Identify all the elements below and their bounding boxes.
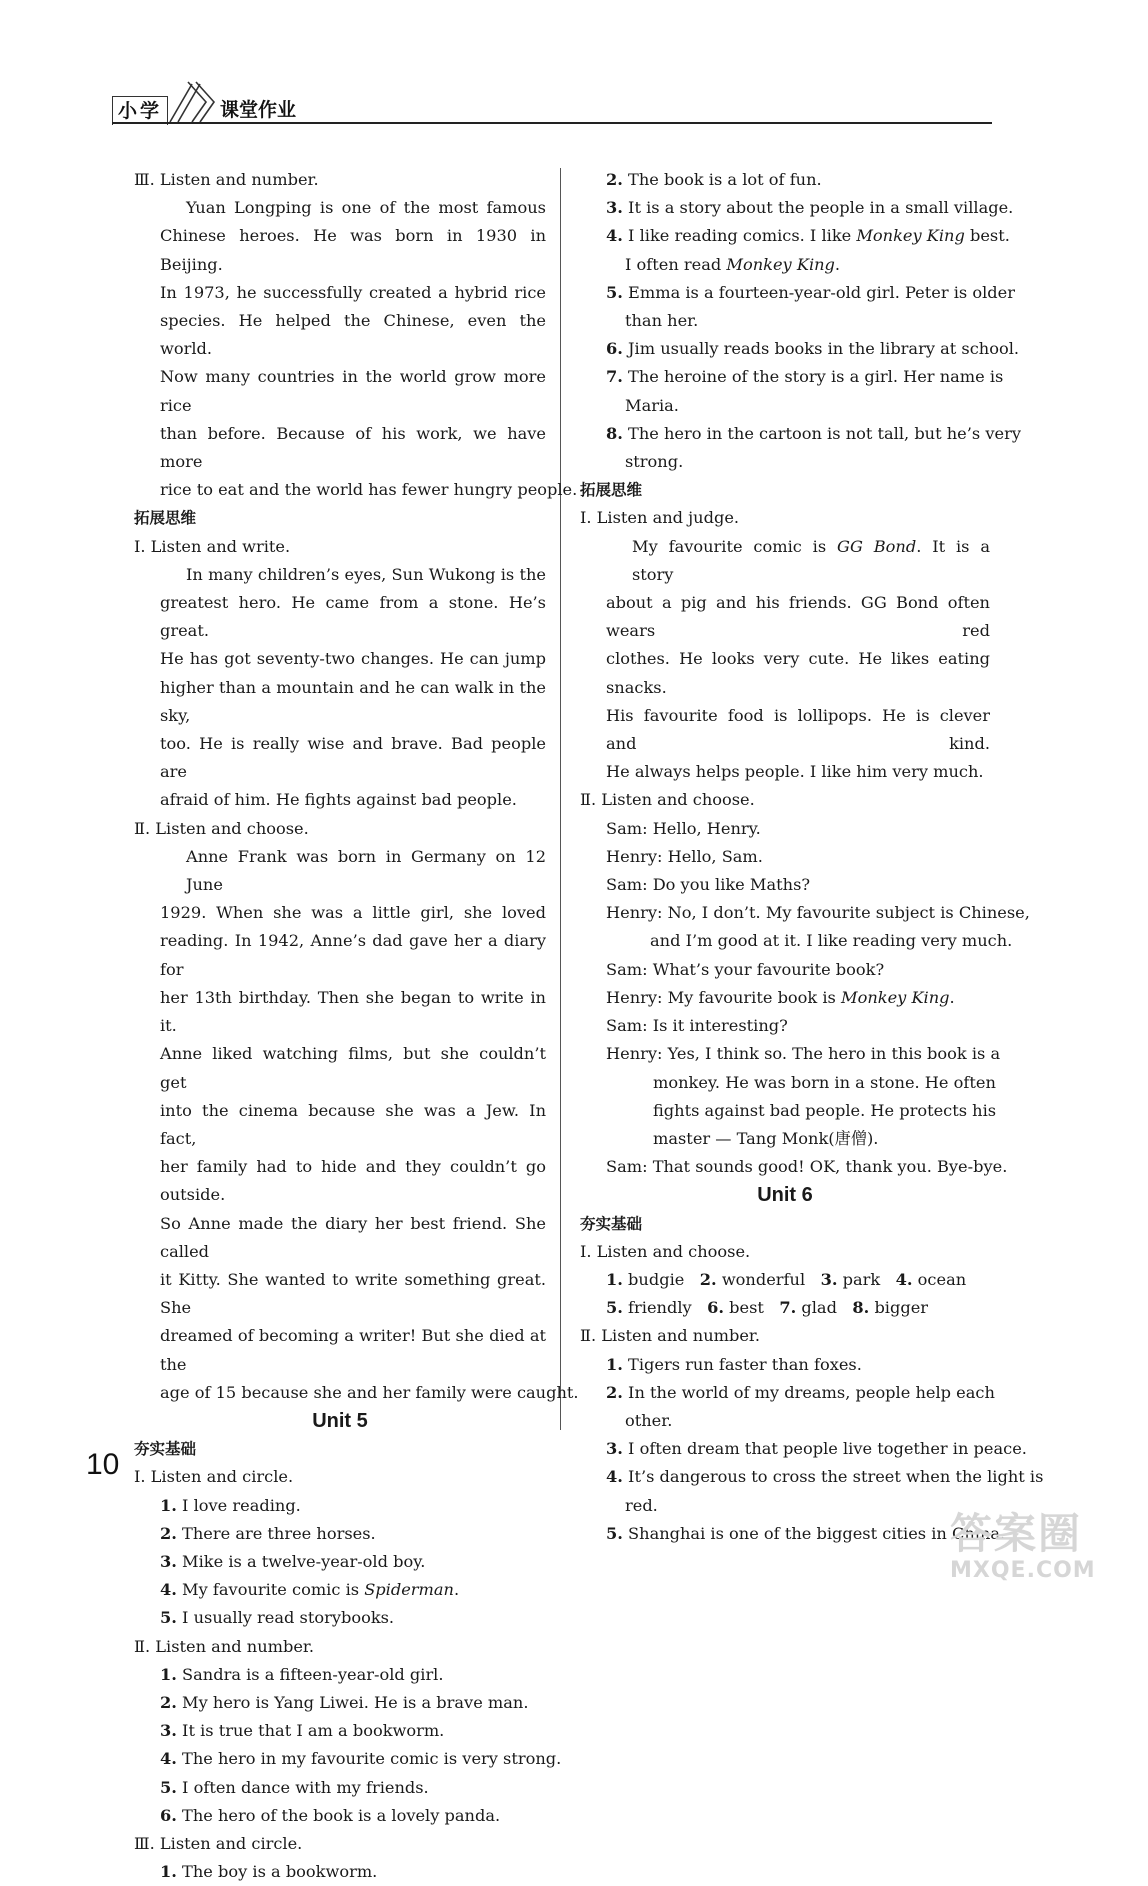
section-heading: Ⅲ. Listen and number. [134, 170, 319, 189]
column-divider [560, 168, 561, 1430]
dialog-line: Henry: My favourite book is Monkey King. [606, 987, 955, 1007]
passage-line: than before. Because of his work, we have more [160, 423, 546, 472]
dialog-line: Sam: What’s your favourite book? [606, 959, 885, 979]
watermark-cn: 答案圈 [950, 1509, 1083, 1558]
list-item: 4. The hero in my favourite comic is very strong. [160, 1749, 562, 1769]
passage-line: into the cinema because she was a Jew. In fact, [160, 1100, 546, 1148]
section-title-basics: 夯实基础 [580, 1214, 643, 1233]
list-item: 4. It’s dangerous to cross the street when the light is [606, 1467, 1044, 1487]
left-column [134, 166, 579, 1886]
passage-line: age of 15 because she and her family were caught. [160, 1382, 579, 1402]
passage-line: rice to eat and the world has fewer hungry people. [160, 480, 578, 500]
list-item-continued: red. [625, 1495, 658, 1515]
section-heading: Ⅰ. Listen and circle. [134, 1467, 294, 1487]
dialog-line: Sam: That sounds good! OK, thank you. Bye-bye. [606, 1157, 1008, 1177]
passage-line: Chinese heroes. He was born in 1930 in Beijing. [160, 226, 546, 274]
section-heading: Ⅱ. Listen and number. [580, 1326, 761, 1346]
unit-6-title: Unit 6 [757, 1184, 813, 1207]
passage-line: My favourite comic is GG Bond. It is a story [632, 536, 991, 584]
dialog-line-continued: master — Tang Monk(唐僧). [653, 1128, 879, 1148]
list-item: 6. The hero of the book is a lovely panda. [160, 1805, 501, 1825]
dialog-line: Henry: Hello, Sam. [606, 846, 763, 866]
passage-line: it Kitty. She wanted to write something great. She [160, 1269, 546, 1318]
section-heading: Ⅲ. Listen and circle. [134, 1833, 303, 1853]
list-item: 5. Shanghai is one of the biggest cities in China. [606, 1523, 1006, 1543]
passage-line: In 1973, he successfully created a hybrid rice [160, 282, 546, 302]
dialog-line: Sam: Hello, Henry. [606, 818, 761, 838]
passage-line: clothes. He looks very cute. He likes eating snacks. [606, 649, 990, 697]
page-number: 10 [86, 1448, 120, 1481]
list-item-continued: I often read Monkey King. [625, 254, 841, 274]
passage-line: Yuan Longping is one of the most famous [186, 198, 546, 218]
dialog-line: Sam: Is it interesting? [606, 1016, 788, 1036]
double-chevron-icon [166, 74, 218, 124]
list-item: 4. I like reading comics. I like Monkey King best. [606, 226, 1010, 246]
list-item: 1. Sandra is a fifteen-year-old girl. [160, 1664, 444, 1684]
list-item: 3. It is true that I am a bookworm. [160, 1721, 445, 1741]
passage-line: In many children’s eyes, Sun Wukong is the [186, 564, 546, 584]
list-item-continued: Maria. [625, 395, 679, 415]
section-title-extension: 拓展思维 [580, 481, 643, 500]
list-item: 1. Tigers run faster than foxes. [606, 1354, 862, 1374]
passage-line: Anne liked watching films, but she couldn’t get [160, 1044, 546, 1092]
watermark-logo [950, 1510, 1130, 1590]
passage-line: Now many countries in the world grow more rice [160, 367, 546, 415]
list-item: 2. My hero is Yang Liwei. He is a brave man. [160, 1692, 529, 1712]
list-item: 5. Emma is a fourteen-year-old girl. Peter is older [606, 282, 1015, 302]
header-title: 课堂作业 [220, 99, 297, 121]
passage-line: He has got seventy-two changes. He can jump [160, 649, 546, 669]
list-item: 2. The book is a lot of fun. [606, 170, 822, 189]
list-item: 1. I love reading. [160, 1495, 301, 1515]
section-heading: Ⅱ. Listen and number. [134, 1636, 315, 1656]
passage-line: So Anne made the diary her best friend. She called [160, 1213, 546, 1261]
list-item: 6. Jim usually reads books in the library at school. [606, 339, 1020, 359]
section-heading: Ⅰ. Listen and write. [134, 536, 291, 556]
header-rule [112, 122, 992, 124]
list-item: 3. I often dream that people live together in peace. [606, 1439, 1027, 1459]
list-item: 4. My favourite comic is Spiderman. [160, 1580, 460, 1600]
dialog-line: Henry: Yes, I think so. The hero in this book is a [606, 1044, 1001, 1064]
passage-line: reading. In 1942, Anne’s dad gave her a diary for [160, 931, 546, 979]
dialog-line-continued: monkey. He was born in a stone. He often [653, 1072, 996, 1092]
passage-line: greatest hero. He came from a stone. He’s great. [160, 593, 546, 641]
passage-line: her 13th birthday. Then she began to write in it. [160, 987, 546, 1036]
passage-line: too. He is really wise and brave. Bad people are [160, 734, 546, 782]
list-item-continued: than her. [625, 311, 699, 331]
unit-5-title: Unit 5 [312, 1409, 368, 1432]
list-item: 7. The heroine of the story is a girl. Her name is [606, 367, 1004, 387]
dialog-line: Sam: Do you like Maths? [606, 875, 811, 895]
passage-line: dreamed of becoming a writer! But she died at the [160, 1326, 546, 1374]
list-item: 5. I usually read storybooks. [160, 1608, 395, 1628]
passage-line: He always helps people. I like him very much. [606, 762, 984, 782]
word-row: 5. friendly 6. best 7. glad 8. bigger [606, 1298, 929, 1318]
watermark-en: MXQE.COM [950, 1558, 1096, 1583]
passage-line: afraid of him. He fights against bad people. [160, 790, 517, 810]
section-heading: Ⅱ. Listen and choose. [134, 818, 309, 838]
passage-line: her family had to hide and they couldn’t go outside. [160, 1157, 546, 1205]
list-item-continued: other. [625, 1410, 673, 1430]
header-level-label: 小学 [112, 96, 168, 125]
section-heading: Ⅰ. Listen and judge. [580, 508, 740, 528]
passage-line: Anne Frank was born in Germany on 12 June [186, 846, 546, 895]
passage-line: 1929. When she was a little girl, she loved [160, 903, 546, 923]
passage-line: species. He helped the Chinese, even the world. [160, 311, 546, 359]
list-item: 2. There are three horses. [160, 1523, 376, 1543]
passage-line: His favourite food is lollipops. He is clever and kind. [606, 705, 990, 754]
list-item: 1. The boy is a bookworm. [160, 1862, 378, 1882]
list-item: 3. It is a story about the people in a small village. [606, 198, 1014, 218]
list-item-continued: strong. [625, 452, 684, 472]
list-item: 2. In the world of my dreams, people help each [606, 1382, 995, 1402]
list-item: 5. I often dance with my friends. [160, 1777, 429, 1797]
section-title-basics: 夯实基础 [134, 1440, 197, 1459]
dialog-line-continued: fights against bad people. He protects his [653, 1100, 997, 1120]
section-heading: Ⅱ. Listen and choose. [580, 790, 755, 810]
passage-line: higher than a mountain and he can walk in the sky, [160, 677, 546, 725]
word-row: 1. budgie 2. wonderful 3. park 4. ocean [606, 1269, 967, 1289]
page-header [112, 72, 992, 128]
list-item: 3. Mike is a twelve-year-old boy. [160, 1551, 426, 1571]
dialog-line-continued: and I’m good at it. I like reading very much. [650, 931, 1013, 951]
dialog-line: Henry: No, I don’t. My favourite subject is Chinese, [606, 903, 1030, 923]
list-item: 8. The hero in the cartoon is not tall, but he’s very [606, 423, 1021, 443]
section-title-extension: 拓展思维 [134, 509, 197, 528]
section-heading: Ⅰ. Listen and choose. [580, 1241, 751, 1261]
passage-line: about a pig and his friends. GG Bond often wears red [606, 593, 990, 641]
